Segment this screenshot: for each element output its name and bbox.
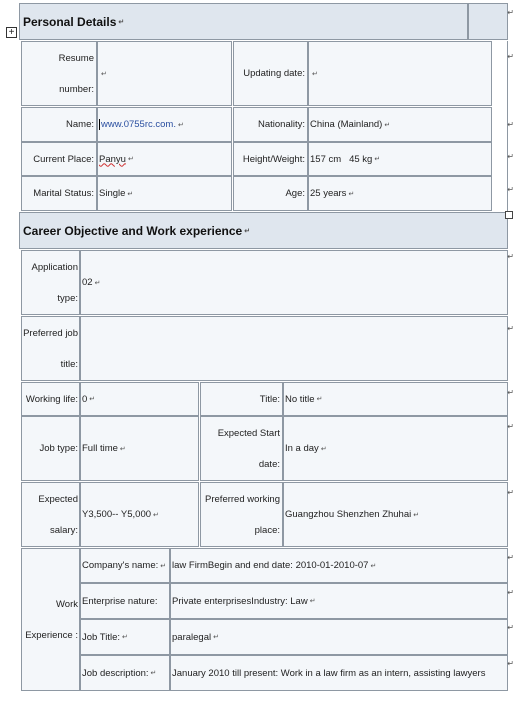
title-value[interactable]: No title ↵	[283, 382, 508, 416]
job-type-label: Job type:	[21, 416, 80, 481]
header-spacer-cell	[468, 3, 508, 40]
job-title-label: Job Title: ↵	[80, 619, 170, 655]
current-place-label: Current Place:	[21, 142, 97, 176]
working-life-label: Working life:	[21, 382, 80, 416]
resume-number-label: Resume number:	[21, 41, 97, 106]
row-end-marker: ↵	[507, 8, 514, 17]
text-cursor	[99, 119, 100, 130]
row-end-marker: ↵	[507, 120, 514, 129]
row-end-marker: ↵	[507, 324, 514, 333]
name-label: Name:	[21, 107, 97, 142]
row-end-marker: ↵	[507, 152, 514, 161]
row-end-marker: ↵	[507, 388, 514, 397]
row-end-marker: ↵	[507, 52, 514, 61]
expected-salary-label: Expected salary:	[21, 482, 80, 547]
age-label: Age:	[233, 176, 308, 211]
application-type-value[interactable]: 02 ↵	[80, 250, 508, 315]
nationality-label: Nationality:	[233, 107, 308, 142]
job-title-value[interactable]: paralegal ↵	[170, 619, 508, 655]
age-value[interactable]: 25 years ↵	[308, 176, 492, 211]
enterprise-nature-value[interactable]: Private enterprisesIndustry: Law ↵	[170, 583, 508, 619]
height-weight-label: Height/Weight:	[233, 142, 308, 176]
preferred-job-title-label: Preferred job title:	[21, 316, 80, 381]
row-end-marker: ↵	[507, 488, 514, 497]
row-end-marker: ↵	[507, 659, 514, 668]
name-value[interactable]: www.0755rc.com. ↵	[97, 107, 232, 142]
table-move-handle[interactable]: +	[6, 27, 17, 38]
row-end-marker: ↵	[507, 623, 514, 632]
resume-number-value[interactable]: ↵	[97, 41, 232, 106]
expected-start-date-label: Expected Start date:	[200, 416, 283, 481]
row-end-marker: ↵	[507, 185, 514, 194]
company-name-label: Company's name: ↵	[80, 548, 170, 583]
working-life-value[interactable]: 0 ↵	[80, 382, 199, 416]
expected-start-date-value[interactable]: In a day ↵	[283, 416, 508, 481]
height-weight-value[interactable]: 157 cm 45 kg ↵	[308, 142, 492, 176]
title-label: Title:	[200, 382, 283, 416]
application-type-label: Application type:	[21, 250, 80, 315]
row-end-marker: ↵	[507, 422, 514, 431]
updating-date-value[interactable]: ↵	[308, 41, 492, 106]
table-resize-handle[interactable]	[505, 211, 513, 219]
job-title-line-1	[83, 379, 507, 381]
section-header-career: Career Objective and Work experience ↵	[19, 212, 508, 249]
table-right-margin	[492, 41, 508, 211]
row-end-marker: ↵	[507, 588, 514, 597]
marital-status-value[interactable]: Single ↵	[97, 176, 232, 211]
job-description-label: Job description: ↵	[80, 655, 170, 691]
preferred-working-place-value[interactable]: Guangzhou Shenzhen Zhuhai ↵	[283, 482, 508, 547]
nationality-value[interactable]: China (Mainland) ↵	[308, 107, 492, 142]
preferred-working-place-label: Preferred working place:	[200, 482, 283, 547]
row-end-marker: ↵	[507, 252, 514, 261]
updating-date-label: Updating date:	[233, 41, 308, 106]
expected-salary-value[interactable]: Y3,500-- Y5,000 ↵	[80, 482, 199, 547]
work-experience-label: Work Experience :	[21, 548, 80, 691]
company-name-value[interactable]: law FirmBegin and end date: 2010-01-2010-07 ↵	[170, 548, 508, 583]
section-header-personal: Personal Details ↵	[19, 3, 468, 40]
job-description-value[interactable]: January 2010 till present: Work in a law firm as an intern, assisting lawyers	[170, 655, 508, 691]
job-type-value[interactable]: Full time ↵	[80, 416, 199, 481]
row-end-marker: ↵	[507, 553, 514, 562]
marital-status-label: Marital Status:	[21, 176, 97, 211]
enterprise-nature-label: Enterprise nature:	[80, 583, 170, 619]
preferred-job-title-value[interactable]	[80, 316, 508, 381]
current-place-value[interactable]: Panyu ↵	[97, 142, 232, 176]
